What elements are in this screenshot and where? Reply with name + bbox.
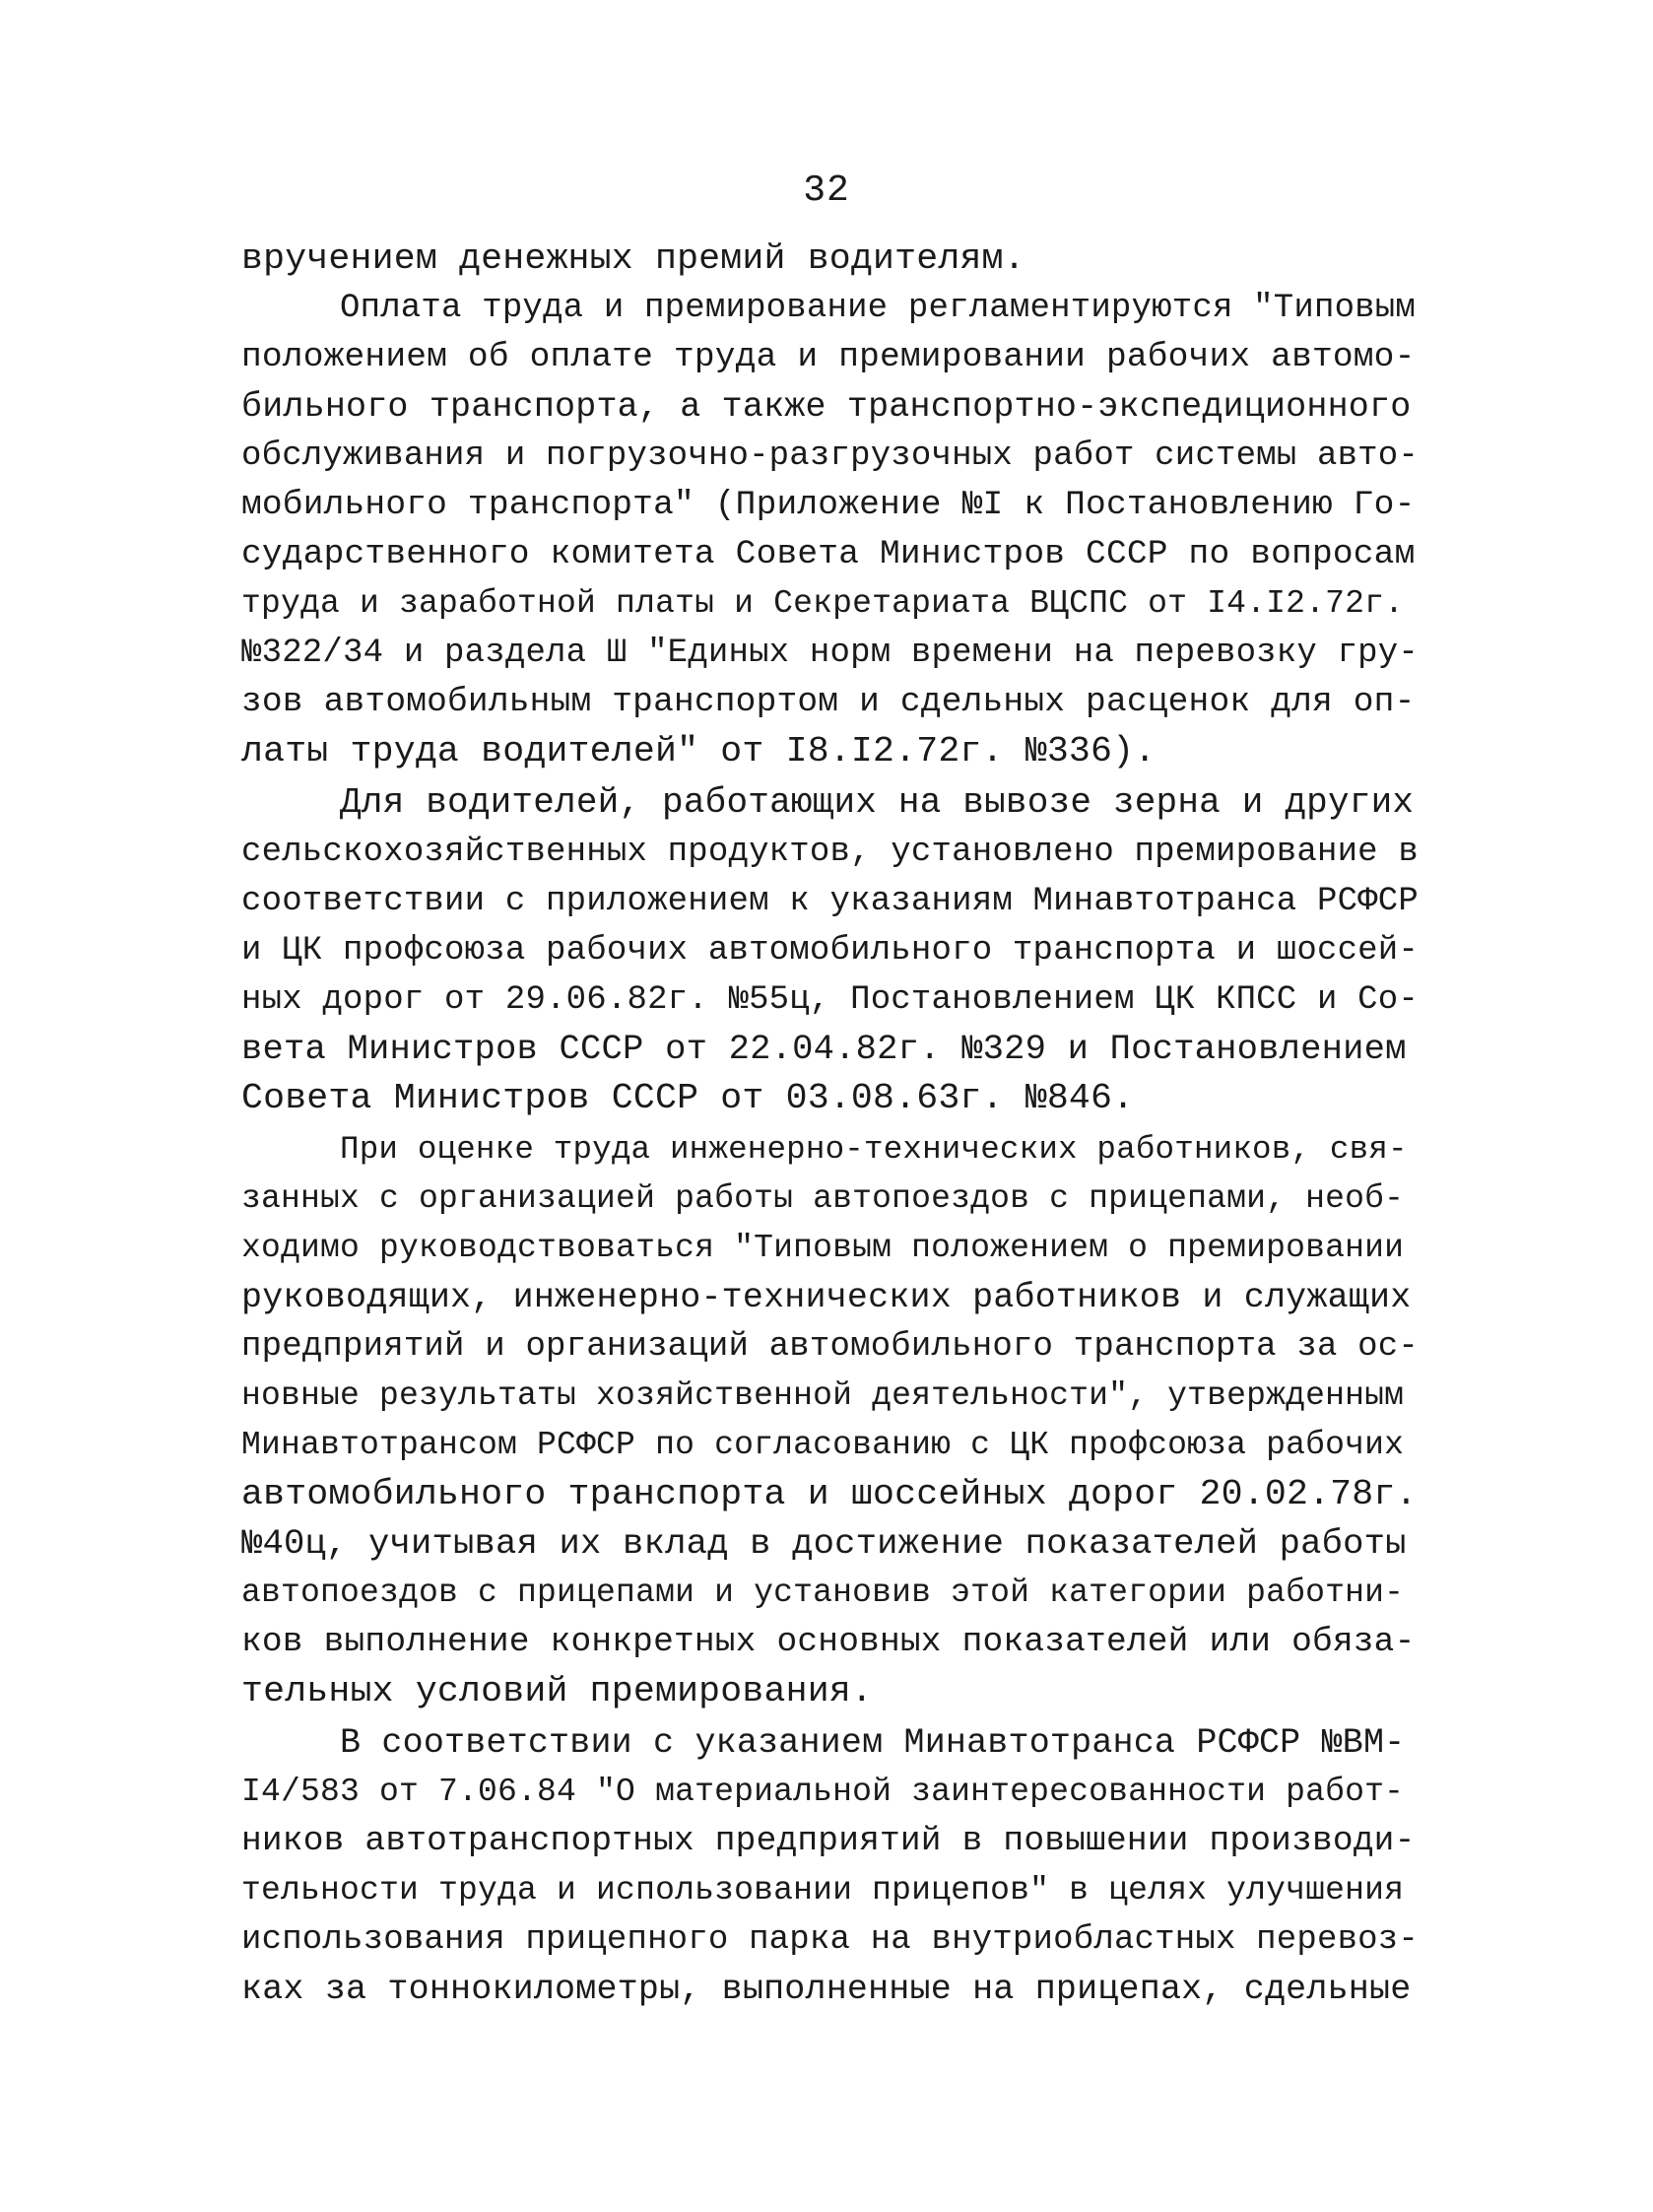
- text-line: Минавтотрансом РСФСР по согласованию с ЦК профсоюза рабочих: [241, 1427, 1405, 1463]
- text-line: положением об оплате труда и премировании рабочих автомо-: [241, 338, 1416, 376]
- text-line: автопоездов с прицепами и установив этой категории работни-: [241, 1575, 1405, 1611]
- text-line: Совета Министров СССР от 03.08.63г. №846.: [241, 1078, 1135, 1118]
- page-number: 32: [803, 169, 850, 212]
- text-line: ков выполнение конкретных основных показателей или обяза-: [241, 1623, 1416, 1661]
- text-line: №322/34 и раздела Ш "Единых норм времени на перевозку гру-: [241, 635, 1419, 672]
- text-line: Для водителей, работающих на вывозе зерна и других: [340, 782, 1415, 823]
- text-line: зов автомобильным транспортом и сдельных расценок для оп-: [241, 683, 1416, 721]
- text-line: соответствии с приложением к указаниям Минавтотранса РСФСР: [241, 883, 1419, 920]
- text-line: ках за тоннокилометры, выполненные на прицепах, сдельные: [241, 1970, 1412, 2009]
- text-line: ных дорог от 29.06.82г. №55ц, Постановлением ЦК КПСС и Со-: [241, 981, 1419, 1019]
- text-line: I4/583 от 7.06.84 "О материальной заинтересованности работ-: [241, 1774, 1405, 1810]
- text-line: использования прицепного парка на внутриобластных перевоз-: [241, 1921, 1419, 1959]
- text-line: вручением денежных премий водителям.: [241, 238, 1025, 279]
- text-line: ников автотранспортных предприятий в повышении производи-: [241, 1822, 1416, 1860]
- text-line: вета Министров СССР от 22.04.82г. №329 и Постановлением: [241, 1029, 1407, 1069]
- text-line: предприятий и организаций автомобильного транспорта за ос-: [241, 1328, 1419, 1366]
- text-line: сударственного комитета Совета Министров СССР по вопросам: [241, 535, 1416, 573]
- text-line: тельных условий премирования.: [241, 1671, 874, 1711]
- text-line: При оценке труда инженерно-технических работников, свя-: [340, 1131, 1408, 1168]
- text-line: латы труда водителей" от I8.I2.72г. №336).: [241, 731, 1157, 771]
- text-line: занных с организацией работы автопоездов с прицепами, необ-: [241, 1180, 1405, 1217]
- text-line: руководящих, инженерно-технических работников и служащих: [241, 1278, 1412, 1317]
- text-line: мобильного транспорта" (Приложение №I к Постановлению Го-: [241, 486, 1416, 524]
- text-line: В соответствии с указанием Минавтотранса РСФСР №ВМ-: [340, 1723, 1406, 1763]
- text-line: автомобильного транспорта и шоссейных дорог 20.02.78г.: [241, 1474, 1418, 1514]
- text-line: и ЦК профсоюза рабочих автомобильного транспорта и шоссей-: [241, 932, 1419, 970]
- text-line: труда и заработной платы и Секретариата ВЦСПС от I4.I2.72г.: [241, 585, 1405, 622]
- text-line: обслуживания и погрузочно-разгрузочных работ системы авто-: [241, 437, 1419, 475]
- text-line: Оплата труда и премирование регламентируются "Типовым: [340, 290, 1416, 327]
- text-line: №40ц, учитывая их вклад в достижение показателей работы: [241, 1523, 1407, 1564]
- text-line: тельности труда и использовании прицепов" в целях улучшения: [241, 1872, 1405, 1909]
- text-line: бильного транспорта, а также транспортно-экспедиционного: [241, 387, 1412, 427]
- text-line: ходимо руководствоваться "Типовым положением о премировании: [241, 1230, 1405, 1266]
- text-line: новные результаты хозяйственной деятельности", утвержденным: [241, 1377, 1405, 1414]
- text-line: сельскохозяйственных продуктов, установлено премирование в: [241, 834, 1419, 871]
